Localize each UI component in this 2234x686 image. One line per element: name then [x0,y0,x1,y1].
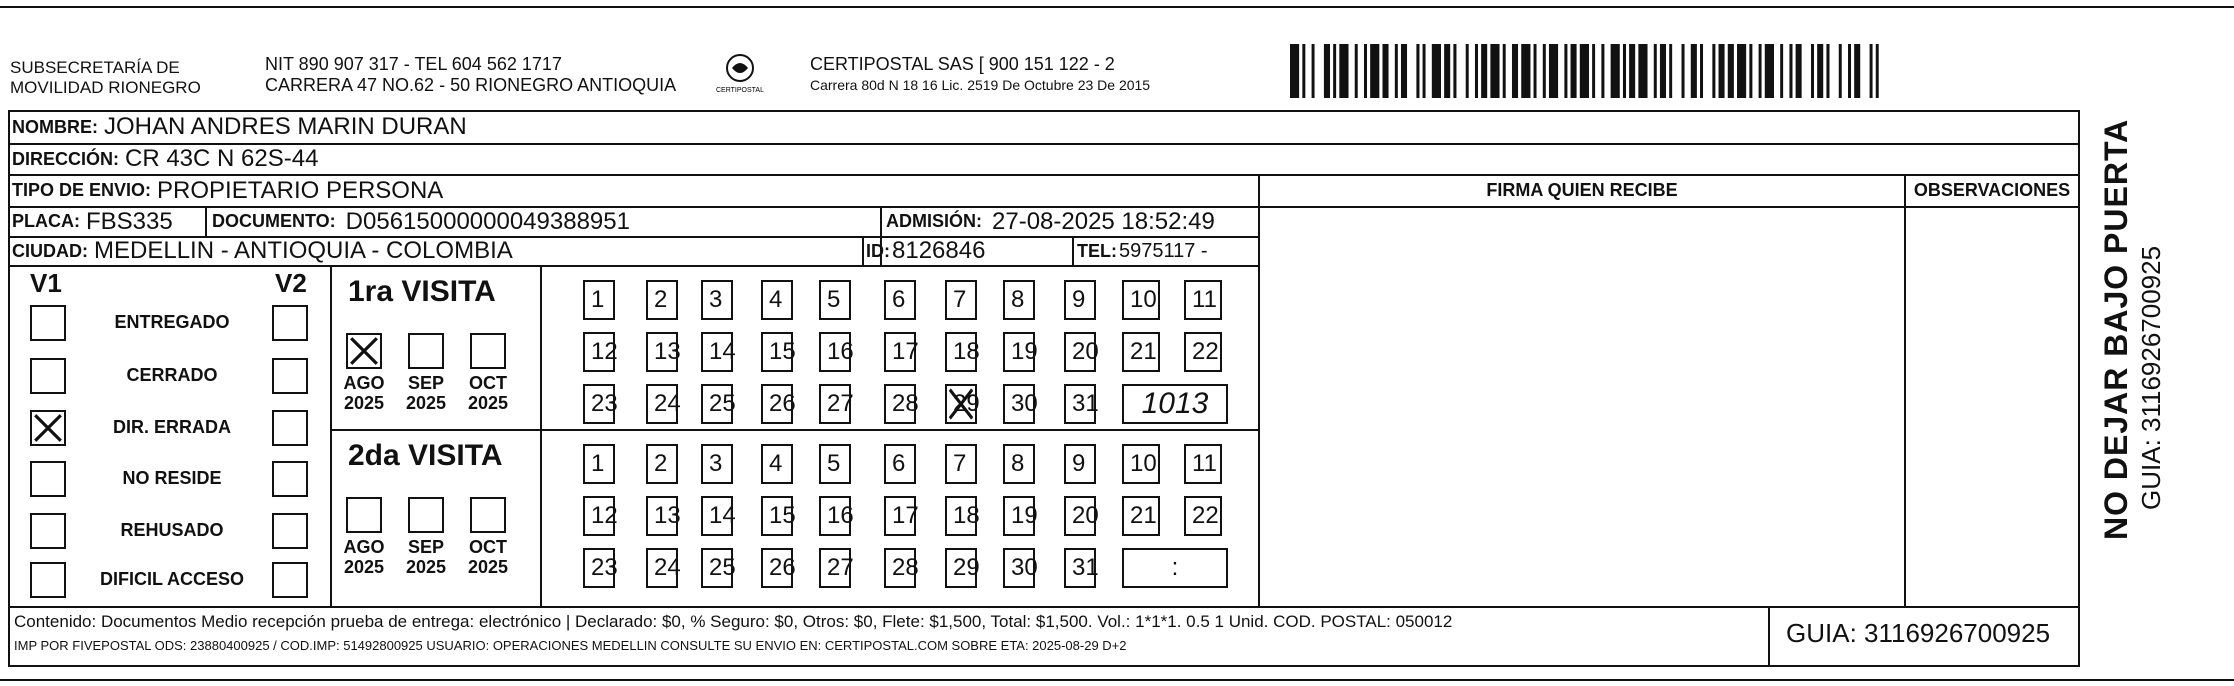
month-year: 2025 [343,557,385,577]
day-number: 6 [892,450,906,477]
day-number: 22 [1192,338,1219,365]
contenido-line: Contenido: Documentos Medio recepción prueba de entrega: electrónico | Declarado: $0, % Seguro: $0, Otros: $0, Flete: $1,500, Total: $1,500. Vol.: 1*1*1. 0.5 1 Unid. COD. POSTAL: 050012 [14,612,1453,631]
day-number: 3 [709,286,723,313]
barcode-space [1407,44,1416,98]
v2-checkbox[interactable] [272,562,308,598]
month-name: AGO [343,537,385,557]
status-option-label: NO RESIDE [122,468,222,488]
day-box[interactable] [819,548,854,588]
day-box[interactable] [583,332,618,372]
visit-time: : [1171,554,1179,581]
placa-label: PLACA: [12,211,80,231]
day-number: 22 [1192,502,1219,529]
day-number: 7 [953,450,967,477]
visit-time-box[interactable] [1122,384,1228,424]
day-box[interactable] [701,496,736,536]
day-box[interactable] [884,384,919,424]
month-checkbox[interactable] [470,497,506,533]
tipo-row [12,175,443,206]
day-number: 27 [827,390,854,417]
day-number: 18 [953,502,980,529]
barcode-bar [1339,44,1348,98]
barcode-space [1879,44,1885,98]
day-box[interactable] [1184,280,1222,320]
v2-checkbox[interactable] [272,410,308,446]
day-number: 13 [654,338,681,365]
side-guia-text: GUIA: 3116926700925 [2136,245,2166,510]
tel-row [1077,237,1208,265]
day-number: 4 [769,286,783,313]
footer-guia: GUIA: 3116926700925 [1786,618,2051,648]
month-year: 2025 [405,557,447,577]
day-box[interactable] [583,280,615,320]
day-number: 27 [827,554,854,581]
day-box[interactable] [701,332,736,372]
month-label [396,373,456,413]
day-number: 23 [591,390,618,417]
no-dejar-text: NO DEJAR BAJO PUERTA [2098,118,2134,540]
day-box[interactable] [819,496,854,536]
day-box[interactable] [1003,496,1038,536]
day-number: 30 [1011,554,1038,581]
month-checkbox[interactable] [408,497,444,533]
visit-title: 2da VISITA [348,439,503,472]
direccion-label: DIRECCIÓN: [12,148,119,169]
day-box[interactable] [945,444,977,484]
day-number: 17 [892,502,919,529]
v2-checkbox[interactable] [272,305,308,341]
imp-line: IMP POR FIVEPOSTAL ODS: 23880400925 / COD.IMP: 51492800925 USUARIO: OPERACIONES MEDELLIN CONSULTE SU ENVIO EN: CERTIPOSTAL.COM SOBRE ETA: 2025-08-29 D+2 [14,638,1127,653]
day-number: 17 [892,338,919,365]
firma-header [1260,175,1904,206]
barcode-bar [1432,44,1441,98]
courier-line2: Carrera 80d N 18 16 Lic. 2519 De Octubre 23 De 2015 [810,77,1151,93]
day-number: 1 [591,286,605,313]
barcode-bar [1290,44,1299,98]
day-box[interactable] [1064,332,1099,372]
day-box[interactable] [884,548,919,588]
barcode-bar [1638,44,1647,98]
nombre-label: NOMBRE: [12,116,98,137]
day-number: 9 [1072,286,1086,313]
day-number: 31 [1072,554,1099,581]
month-name: OCT [469,537,507,557]
day-number: 8 [1011,450,1025,477]
v1-checkbox[interactable] [30,410,66,446]
day-box[interactable] [761,280,793,320]
day-box[interactable] [701,280,733,320]
visit-time-box[interactable] [1122,548,1228,588]
day-number: 11 [1192,450,1217,477]
day-number: 5 [827,286,841,313]
month-label [396,537,456,577]
visit-title: 1ra VISITA [348,275,496,308]
month-checkbox[interactable] [346,333,382,369]
month-checkbox[interactable] [346,497,382,533]
month-name: AGO [343,373,385,393]
day-number: 10 [1130,450,1157,477]
v1-checkbox[interactable] [30,562,66,598]
month-label [458,537,518,577]
day-box[interactable] [701,384,736,424]
day-number: 2 [654,286,668,313]
day-number: 10 [1130,286,1157,313]
day-box[interactable] [1184,496,1222,536]
barcode-bar [1370,44,1379,98]
day-box[interactable] [945,332,980,372]
ciudad-label: CIUDAD: [12,240,88,261]
day-box[interactable] [884,332,919,372]
day-box[interactable] [819,384,854,424]
barcode-bar [1611,44,1620,98]
day-number: 9 [1072,450,1086,477]
v2-checkbox[interactable] [272,358,308,394]
entity-name-line2: MOVILIDAD RIONEGRO [10,78,201,97]
ciudad-row [12,237,513,265]
documento-label: DOCUMENTO: [212,211,336,231]
day-number: 20 [1072,502,1099,529]
address-line: CARRERA 47 NO.62 - 50 RIONEGRO ANTIOQUIA [265,75,677,95]
day-number: 21 [1130,502,1157,529]
nombre-row [12,112,467,142]
day-box[interactable] [1064,496,1099,536]
day-number: 30 [1011,390,1038,417]
barcode-bar [1737,44,1746,98]
logo-text: CERTIPOSTAL [716,87,764,94]
day-number: 13 [654,502,681,529]
day-box[interactable] [945,384,980,424]
month-year: 2025 [343,393,385,413]
day-number: 5 [827,450,841,477]
courier-line1: CERTIPOSTAL SAS [ 900 151 122 - 2 [810,54,1115,74]
v2-label: V2 [275,268,307,298]
month-label [334,373,394,413]
nit-line: NIT 890 907 317 - TEL 604 562 1717 [265,54,562,74]
day-number: 14 [709,338,736,365]
month-year: 2025 [467,557,509,577]
barcode [1290,44,2234,98]
day-number: 15 [769,502,796,529]
day-number: 25 [709,390,736,417]
day-box[interactable] [583,496,618,536]
v1-label: V1 [30,268,62,298]
barcode-bar [1549,44,1558,98]
day-number: 6 [892,286,906,313]
status-option-label: ENTREGADO [114,312,230,332]
day-cross-mark [947,386,975,422]
day-box[interactable] [1064,280,1096,320]
placa-value: FBS335 [86,207,173,235]
day-number: 24 [654,554,681,581]
day-number: 28 [892,390,919,417]
day-number: 15 [769,338,796,365]
placa-row [12,207,173,236]
day-box[interactable] [646,548,681,588]
day-box[interactable] [761,384,796,424]
nombre-value: JOHAN ANDRES MARIN DURAN [104,113,467,140]
day-box[interactable] [761,496,796,536]
month-name: SEP [407,537,445,557]
day-box[interactable] [819,444,851,484]
barcode-bar [1765,44,1774,98]
id-value: 8126846 [892,237,986,264]
direccion-value: CR 43C N 62S-44 [125,145,319,172]
day-number: 12 [591,338,618,365]
status-option-label: DIFICIL ACCESO [99,569,244,589]
day-box[interactable] [1003,384,1038,424]
barcode-space [1802,44,1811,98]
documento-value: D05615000000049388951 [345,207,630,235]
barcode-bar [1521,44,1530,98]
documento-row [212,207,630,236]
day-box[interactable] [646,280,678,320]
day-box[interactable] [1184,332,1222,372]
v2-checkbox[interactable] [272,461,308,497]
day-number: 28 [892,554,919,581]
month-name: SEP [407,373,445,393]
month-year: 2025 [467,393,509,413]
day-box[interactable] [884,444,916,484]
admision-value: 27-08-2025 18:52:49 [992,207,1215,235]
day-box[interactable] [761,444,793,484]
day-box[interactable] [945,548,980,588]
month-checkbox[interactable] [470,333,506,369]
day-box[interactable] [646,496,681,536]
month-name: OCT [469,373,507,393]
day-box[interactable] [1184,444,1222,484]
day-number: 26 [769,554,796,581]
day-number: 23 [591,554,618,581]
v1-checkbox[interactable] [30,513,66,549]
day-number: 20 [1072,338,1099,365]
admision-row [886,207,1215,236]
day-number: 29 [953,390,980,417]
status-option-label: DIR. ERRADA [112,417,231,437]
day-box[interactable] [1122,444,1160,484]
day-box[interactable] [884,280,916,320]
day-number: 14 [709,502,736,529]
day-box[interactable] [1003,444,1035,484]
day-box[interactable] [819,280,851,320]
tel-value: 5975117 - [1119,239,1208,262]
day-box[interactable] [884,496,919,536]
direccion-row [12,144,318,174]
day-box[interactable] [945,280,977,320]
day-box[interactable] [583,384,618,424]
v1-checkbox[interactable] [30,461,66,497]
day-box[interactable] [646,332,681,372]
day-box[interactable] [583,444,615,484]
barcode-space [1315,44,1324,98]
day-number: 2 [654,450,668,477]
day-box[interactable] [1122,496,1160,536]
courier-logo [712,52,768,96]
firma-label: FIRMA QUIEN RECIBE [1486,180,1678,200]
day-box[interactable] [945,496,980,536]
month-checkbox[interactable] [408,333,444,369]
status-option-label: CERRADO [126,365,218,385]
admision-label: ADMISIÓN: [886,211,982,231]
day-box[interactable] [761,548,796,588]
month-label [334,537,394,577]
day-number: 11 [1192,286,1217,313]
barcode-space [1830,44,1839,98]
day-box[interactable] [819,332,854,372]
barcode-bar [1580,44,1589,98]
barcode-space [1672,44,1681,98]
id-row [866,237,985,265]
day-box[interactable] [1064,384,1099,424]
day-number: 19 [1011,338,1038,365]
day-number: 12 [591,502,618,529]
day-number: 8 [1011,286,1025,313]
id-label: ID: [866,240,890,261]
day-box[interactable] [1122,280,1160,320]
observaciones-header [1906,175,2078,206]
entity-name-line1: SUBSECRETARÍA DE [10,58,180,77]
tipo-value: PROPIETARIO PERSONA [157,176,444,204]
day-number: 24 [654,390,681,417]
day-box[interactable] [701,548,736,588]
day-box[interactable] [583,548,618,588]
tipo-label: TIPO DE ENVIO: [12,180,152,200]
day-box[interactable] [1064,444,1096,484]
day-number: 29 [953,554,980,581]
day-box[interactable] [1003,332,1038,372]
day-number: 18 [953,338,980,365]
month-label [458,373,518,413]
barcode-space [1860,44,1869,98]
day-box[interactable] [1003,280,1035,320]
month-year: 2025 [405,393,447,413]
label-frame [0,6,2234,8]
day-box[interactable] [646,384,681,424]
observaciones-label: OBSERVACIONES [1913,180,2071,200]
v2-checkbox[interactable] [272,513,308,549]
day-number: 25 [709,554,736,581]
v1-checkbox[interactable] [30,305,66,341]
day-number: 21 [1130,338,1157,365]
day-number: 16 [827,338,854,365]
day-box[interactable] [1003,548,1038,588]
tel-label: TEL: [1077,240,1117,261]
barcode-space [1456,44,1465,98]
day-number: 31 [1072,390,1099,417]
day-number: 1 [591,450,605,477]
day-number: 19 [1011,502,1038,529]
day-box[interactable] [761,332,796,372]
v1-checkbox[interactable] [30,358,66,394]
courier-logo-icon [712,52,768,96]
day-box[interactable] [646,444,678,484]
barcode-bar [1490,44,1499,98]
day-number: 4 [769,450,783,477]
ciudad-value: MEDELLIN - ANTIOQUIA - COLOMBIA [94,237,513,264]
day-number: 7 [953,286,967,313]
day-number: 3 [709,450,723,477]
visit-time: 1013 [1141,387,1209,420]
day-box[interactable] [1064,548,1099,588]
day-number: 16 [827,502,854,529]
day-box[interactable] [1122,332,1160,372]
day-box[interactable] [701,444,733,484]
day-number: 26 [769,390,796,417]
label-frame-bottom [0,679,2234,681]
status-option-label: REHUSADO [120,520,224,540]
barcode-space [1703,44,1712,98]
